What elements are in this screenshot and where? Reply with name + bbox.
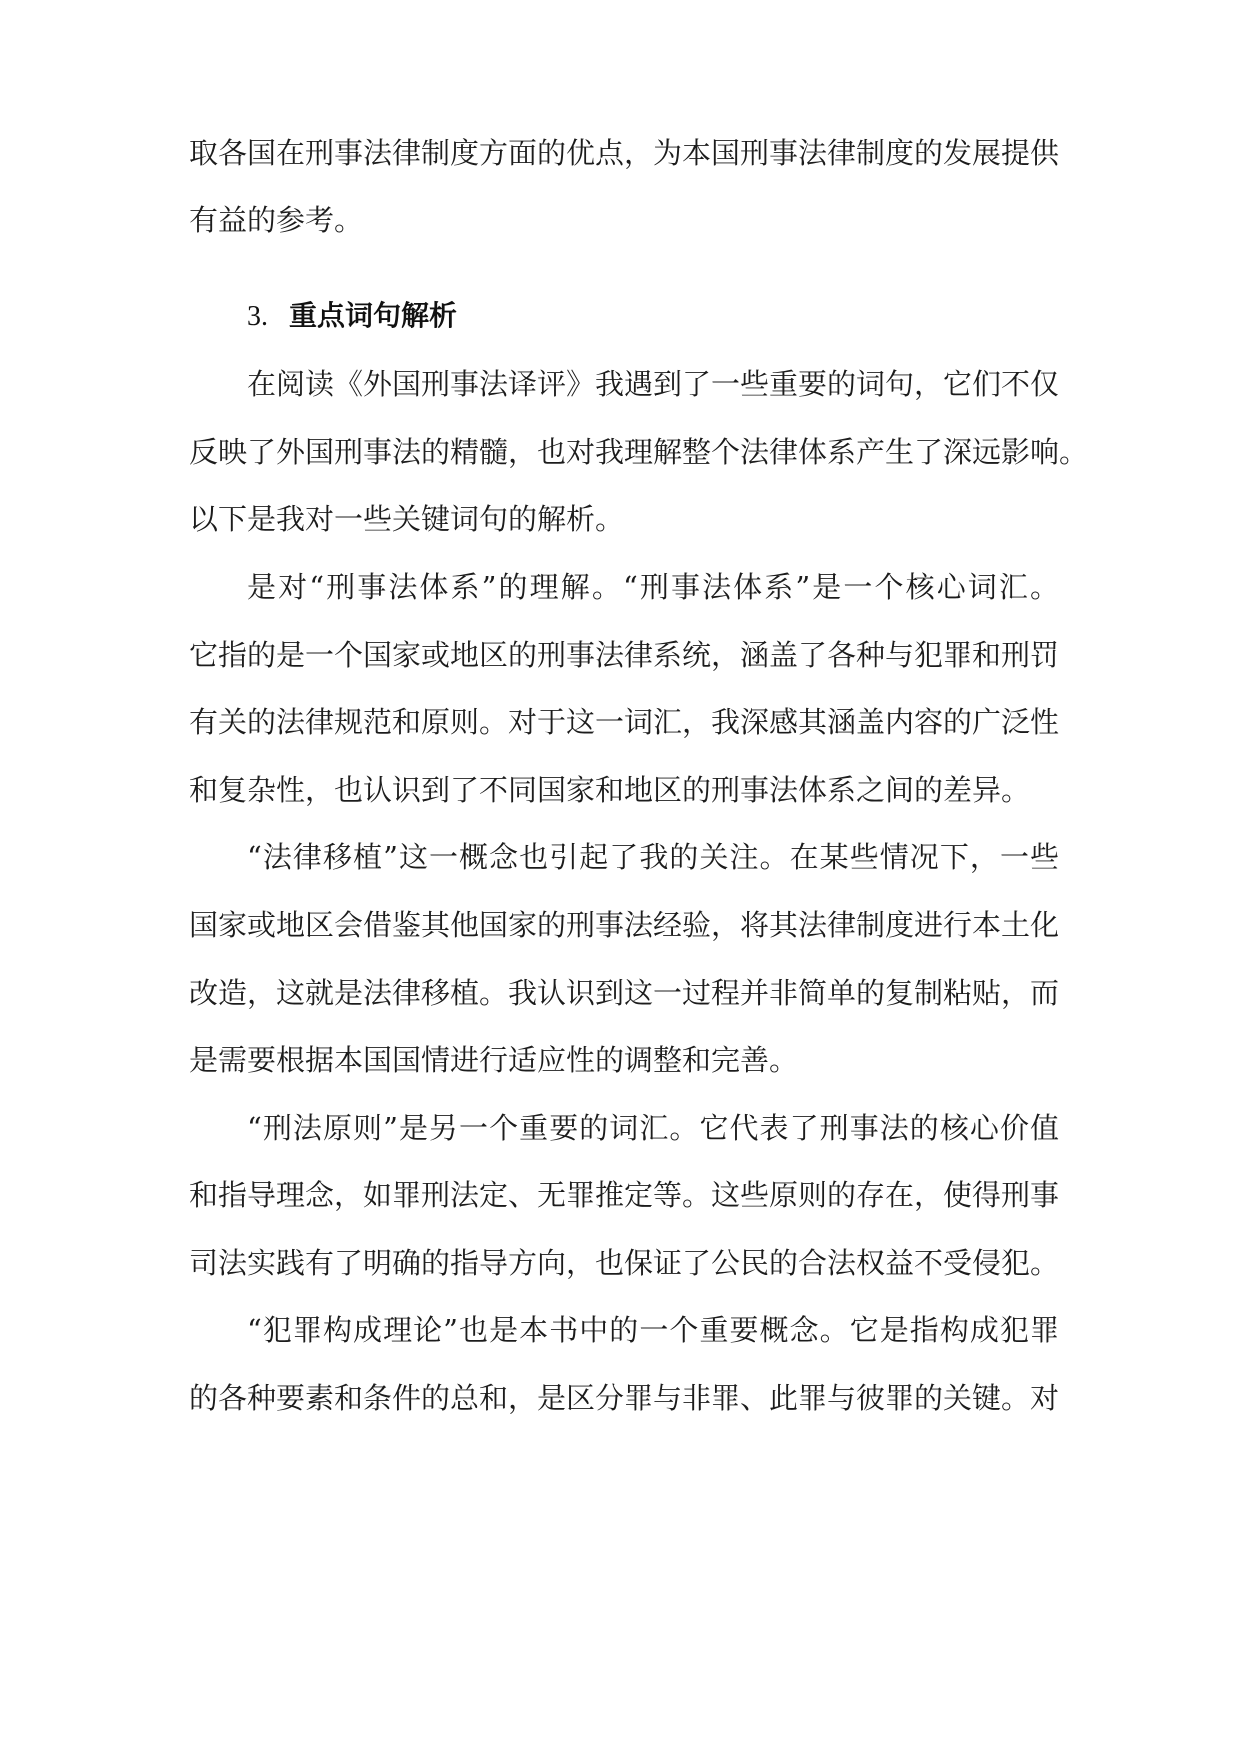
paragraph-1-line-1: 在阅读《外国刑事法译评》我遇到了一些重要的词句，它们不仅: [247, 367, 1060, 401]
paragraph-3-line-3: 改造，这就是法律移植。我认识到这一过程并非简单的复制粘贴，而: [189, 976, 1060, 1010]
paragraph-2-line-4: 和复杂性，也认识到了不同国家和地区的刑事法体系之间的差异。: [189, 773, 1031, 807]
paragraph-5-line-2: 的各种要素和条件的总和，是区分罪与非罪、此罪与彼罪的关键。对: [189, 1381, 1060, 1415]
continuation-line-1: 取各国在刑事法律制度方面的优点，为本国刑事法律制度的发展提供: [189, 136, 1060, 170]
paragraph-4-line-1: “刑法原则”是另一个重要的词汇。它代表了刑事法的核心价值: [247, 1111, 1059, 1145]
paragraph-3-line-2: 国家或地区会借鉴其他国家的刑事法经验，将其法律制度进行本土化: [189, 908, 1060, 942]
paragraph-3-line-1: “法律移植”这一概念也引起了我的关注。在某些情况下，一些: [247, 840, 1059, 874]
continuation-line-2: 有益的参考。: [189, 203, 364, 237]
paragraph-2-line-2: 它指的是一个国家或地区的刑事法律系统，涵盖了各种与犯罪和刑罚: [189, 638, 1060, 672]
section-title: 重点词句解析: [289, 299, 458, 332]
paragraph-4-line-3: 司法实践有了明确的指导方向，也保证了公民的合法权益不受侵犯。: [189, 1246, 1060, 1280]
paragraph-4-line-2: 和指导理念，如罪刑法定、无罪推定等。这些原则的存在，使得刑事: [189, 1178, 1060, 1212]
paragraph-2-line-1: 是对“刑事法体系”的理解。“刑事法体系”是一个核心词汇。: [247, 570, 1059, 604]
paragraph-3-line-4: 是需要根据本国国情进行适应性的调整和完善。: [189, 1043, 799, 1077]
paragraph-2-line-3: 有关的法律规范和原则。对于这一词汇，我深感其涵盖内容的广泛性: [189, 705, 1060, 739]
section-number: 3.: [247, 301, 268, 332]
paragraph-5-line-1: “犯罪构成理论”也是本书中的一个重要概念。它是指构成犯罪: [247, 1313, 1059, 1347]
paragraph-1-line-3: 以下是我对一些关键词句的解析。: [189, 502, 625, 536]
paragraph-1-line-2: 反映了外国刑事法的精髓，也对我理解整个法律体系产生了深远影响。: [189, 435, 1089, 469]
section-heading: [247, 292, 457, 340]
